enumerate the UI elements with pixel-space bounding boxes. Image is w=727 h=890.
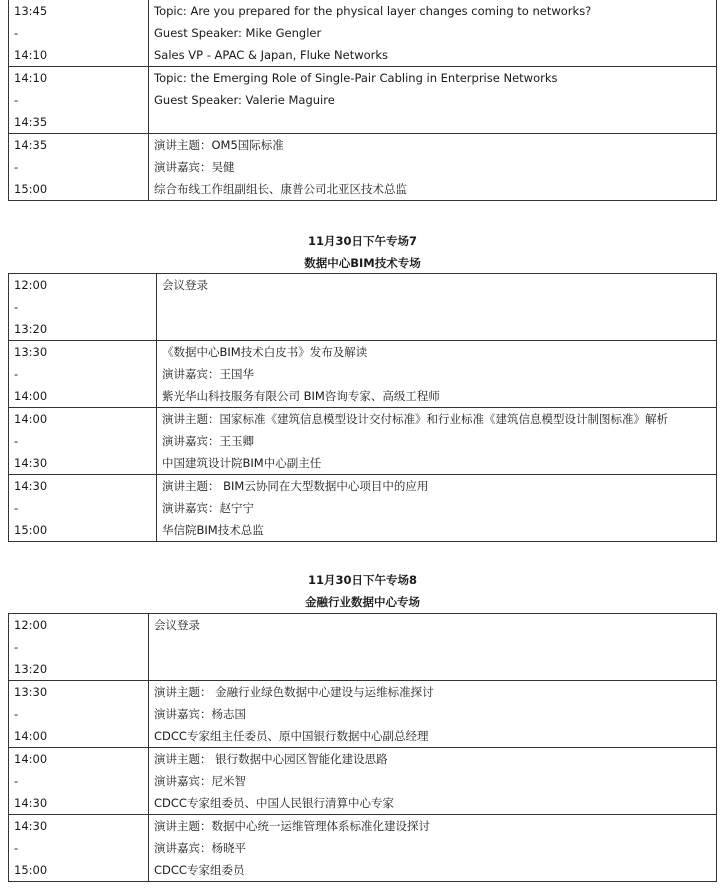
topic-text: 演讲主题： 金融行业绿色数据中心建设与运维标准探讨	[154, 685, 434, 699]
content-cell	[149, 67, 717, 134]
time-cell	[9, 0, 149, 67]
time-cell	[9, 748, 149, 815]
schedule-table-session8	[8, 613, 717, 882]
speaker-title-text: 综合布线工作组副组长、康普公司北亚区技术总监	[154, 182, 407, 196]
time-end: 13:20	[14, 662, 48, 676]
time-dash: -	[14, 367, 19, 381]
time-dash: -	[14, 93, 19, 107]
speaker-text	[162, 296, 716, 318]
time-end: 14:00	[14, 729, 48, 743]
time-cell	[9, 815, 149, 882]
speaker-text: 演讲嘉宾：尼米智	[154, 774, 246, 788]
time-cell	[9, 475, 157, 542]
table-row	[9, 341, 717, 408]
time-dash: -	[14, 26, 19, 40]
table-row	[9, 815, 717, 882]
topic-text: Topic: the Emerging Role of Single-Pair Cabling in Enterprise Networks	[154, 71, 558, 85]
speaker-title-text: CDCC专家组主任委员、原中国银行数据中心副总经理	[154, 729, 429, 743]
content-cell	[157, 274, 717, 341]
speaker-text: 演讲嘉宾：王玉卿	[162, 434, 254, 448]
time-dash: -	[14, 707, 19, 721]
topic-text: 演讲主题：OM5国际标准	[154, 138, 284, 152]
content-cell	[149, 614, 717, 681]
speaker-title-text: 紫光华山科技服务有限公司 BIM咨询专家、高级工程师	[162, 389, 440, 403]
time-cell	[9, 614, 149, 681]
time-dash: -	[14, 300, 19, 314]
time-cell	[9, 681, 149, 748]
time-dash: -	[14, 160, 19, 174]
content-cell	[149, 681, 717, 748]
schedule-table-top	[8, 0, 717, 201]
table-row	[9, 681, 717, 748]
schedule-table-session7	[8, 273, 717, 542]
topic-text: 演讲主题： 银行数据中心园区智能化建设思路	[154, 752, 388, 766]
time-end: 15:00	[14, 863, 48, 877]
speaker-text	[154, 636, 716, 658]
table-row	[9, 614, 717, 681]
time-start: 12:00	[14, 618, 48, 632]
table-row	[9, 274, 717, 341]
speaker-text: 演讲嘉宾：王国华	[162, 367, 254, 381]
time-start: 14:10	[14, 71, 48, 85]
topic-text: Topic: Are you prepared for the physical layer changes coming to networks?	[154, 4, 592, 18]
table-row	[9, 748, 717, 815]
time-dash: -	[14, 841, 19, 855]
time-start: 13:30	[14, 345, 48, 359]
time-end: 14:35	[14, 115, 48, 129]
speaker-title-text: 中国建筑设计院BIM中心副主任	[162, 456, 322, 470]
speaker-title-text: 华信院BIM技术总监	[162, 523, 264, 537]
time-cell	[9, 341, 157, 408]
speaker-text: Guest Speaker: Mike Gengler	[154, 26, 322, 40]
topic-text: 演讲主题： BIM云协同在大型数据中心项目中的应用	[162, 479, 429, 493]
time-dash: -	[14, 434, 19, 448]
topic-text: 会议登录	[154, 618, 200, 632]
speaker-title-text	[162, 318, 716, 340]
time-end: 14:10	[14, 48, 48, 62]
time-cell	[9, 67, 149, 134]
table-row	[9, 475, 717, 542]
time-start: 12:00	[14, 278, 48, 292]
topic-text: 演讲主题：数据中心统一运维管理体系标准化建设探讨	[154, 819, 430, 833]
time-dash: -	[14, 774, 19, 788]
topic-text: 演讲主题：国家标准《建筑信息模型设计交付标准》和行业标准《建筑信息模型设计制图标准》解析	[162, 412, 668, 426]
topic-text: 会议登录	[162, 278, 208, 292]
speaker-text: Guest Speaker: Valerie Maguire	[154, 93, 335, 107]
table-row	[9, 408, 717, 475]
content-cell	[157, 341, 717, 408]
speaker-title-text	[154, 658, 716, 680]
time-start: 13:30	[14, 685, 48, 699]
speaker-title-text	[154, 111, 716, 133]
table-row	[9, 134, 717, 201]
speaker-title-text: Sales VP - APAC & Japan, Fluke Networks	[154, 48, 389, 62]
topic-text: 《数据中心BIM技术白皮书》发布及解读	[162, 345, 368, 359]
content-cell	[157, 408, 717, 475]
speaker-title-text: CDCC专家组委员	[154, 863, 245, 877]
time-cell	[9, 274, 157, 341]
content-cell	[149, 0, 717, 67]
time-end: 14:30	[14, 796, 48, 810]
time-start: 14:35	[14, 138, 48, 152]
content-cell	[149, 815, 717, 882]
time-start: 14:00	[14, 752, 48, 766]
speaker-text: 演讲嘉宾：赵宁宁	[162, 501, 254, 515]
time-start: 14:30	[14, 819, 48, 833]
speaker-title-text: CDCC专家组委员、中国人民银行清算中心专家	[154, 796, 394, 810]
time-end: 15:00	[14, 182, 48, 196]
time-dash: -	[14, 640, 19, 654]
speaker-text: 演讲嘉宾：吴健	[154, 160, 235, 174]
content-cell	[157, 475, 717, 542]
time-cell	[9, 134, 149, 201]
time-end: 13:20	[14, 322, 48, 336]
session8-title: 11月30日下午专场8	[307, 573, 417, 587]
time-start: 13:45	[14, 4, 48, 18]
time-cell	[9, 408, 157, 475]
time-start: 14:00	[14, 412, 48, 426]
time-end: 14:00	[14, 389, 48, 403]
time-end: 14:30	[14, 456, 48, 470]
session7-title: 11月30日下午专场7	[307, 234, 417, 248]
session7-subtitle: 数据中心BIM技术专场	[304, 256, 421, 270]
table-row	[9, 0, 717, 67]
session8-subtitle: 金融行业数据中心专场	[305, 595, 420, 609]
time-dash: -	[14, 501, 19, 515]
content-cell	[149, 748, 717, 815]
speaker-text: 演讲嘉宾：杨志国	[154, 707, 246, 721]
speaker-text: 演讲嘉宾：杨晓平	[154, 841, 246, 855]
time-end: 15:00	[14, 523, 48, 537]
table-row	[9, 67, 717, 134]
content-cell	[149, 134, 717, 201]
time-start: 14:30	[14, 479, 48, 493]
